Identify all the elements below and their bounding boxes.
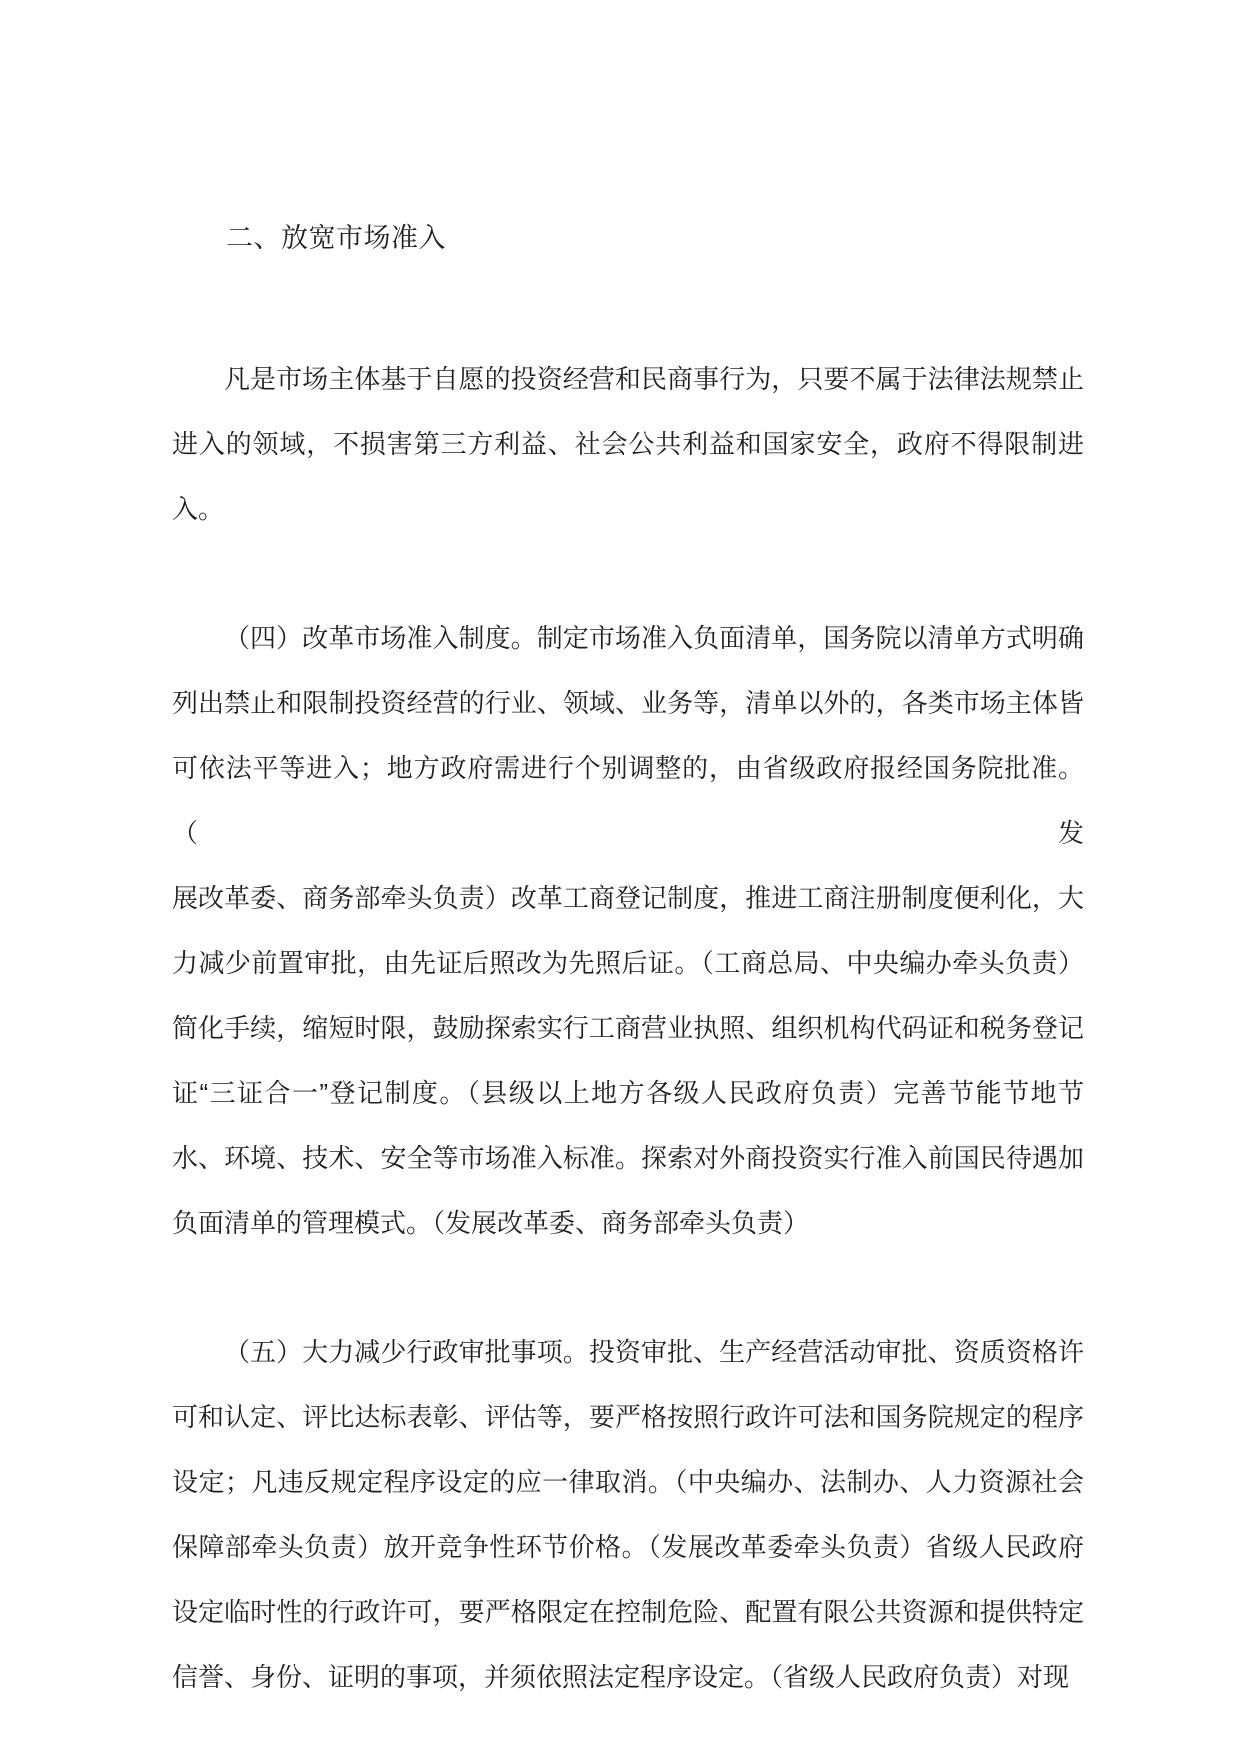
text-line: 可依法平等进入；地方政府需进行个别调整的，由省级政府报经国务院批准。（发	[172, 753, 1084, 848]
text-line: 进入的领域，不损害第三方利益、社会公共利益和国家安全，政府不得限制进入。	[172, 429, 1084, 524]
text-line: 列出禁止和限制投资经营的行业、领域、业务等，清单以外的，各类市场主体皆	[172, 688, 1084, 718]
text-line: （五）大力减少行政审批事项。投资审批、生产经营活动审批、资质资格许	[224, 1337, 1084, 1367]
text-line: 可和认定、评比达标表彰、评估等，要严格按照行政许可法和国务院规定的程序	[172, 1402, 1084, 1432]
document-body	[172, 347, 1084, 1710]
paragraph	[172, 606, 1084, 1256]
text-line: 力减少前置审批，由先证后照改为先照后证。（工商总局、中央编办牵头负责）	[172, 948, 1084, 978]
paragraph	[172, 347, 1084, 542]
text-line: 证“三证合一”登记制度。（县级以上地方各级人民政府负责）完善节能节地节	[172, 1078, 1084, 1108]
text-line: 设定；凡违反规定程序设定的应一律取消。（中央编办、法制办、人力资源社会	[172, 1467, 1084, 1497]
section-heading: 二、放宽市场准入	[226, 223, 446, 253]
paragraph	[172, 1320, 1084, 1710]
text-line: 保障部牵头负责）放开竞争性环节价格。（发展改革委牵头负责）省级人民政府	[172, 1532, 1084, 1562]
text-line: 信誉、身份、证明的事项，并须依照法定程序设定。（省级人民政府负责）对现	[172, 1662, 1070, 1692]
text-line: 负面清单的管理模式。（发展改革委、商务部牵头负责）	[172, 1208, 810, 1238]
text-line: （四）改革市场准入制度。制定市场准入负面清单，国务院以清单方式明确	[224, 623, 1084, 653]
text-line: 简化手续，缩短时限，鼓励探索实行工商营业执照、组织机构代码证和税务登记	[172, 1013, 1084, 1043]
text-line: 水、环境、技术、安全等市场准入标准。探索对外商投资实行准入前国民待遇加	[172, 1143, 1084, 1173]
text-line: 凡是市场主体基于自愿的投资经营和民商事行为，只要不属于法律法规禁止	[224, 364, 1084, 394]
text-line: 展改革委、商务部牵头负责）改革工商登记制度，推进工商注册制度便利化，大	[172, 883, 1084, 913]
text-line: 设定临时性的行政许可，要严格限定在控制危险、配置有限公共资源和提供特定	[172, 1597, 1084, 1627]
